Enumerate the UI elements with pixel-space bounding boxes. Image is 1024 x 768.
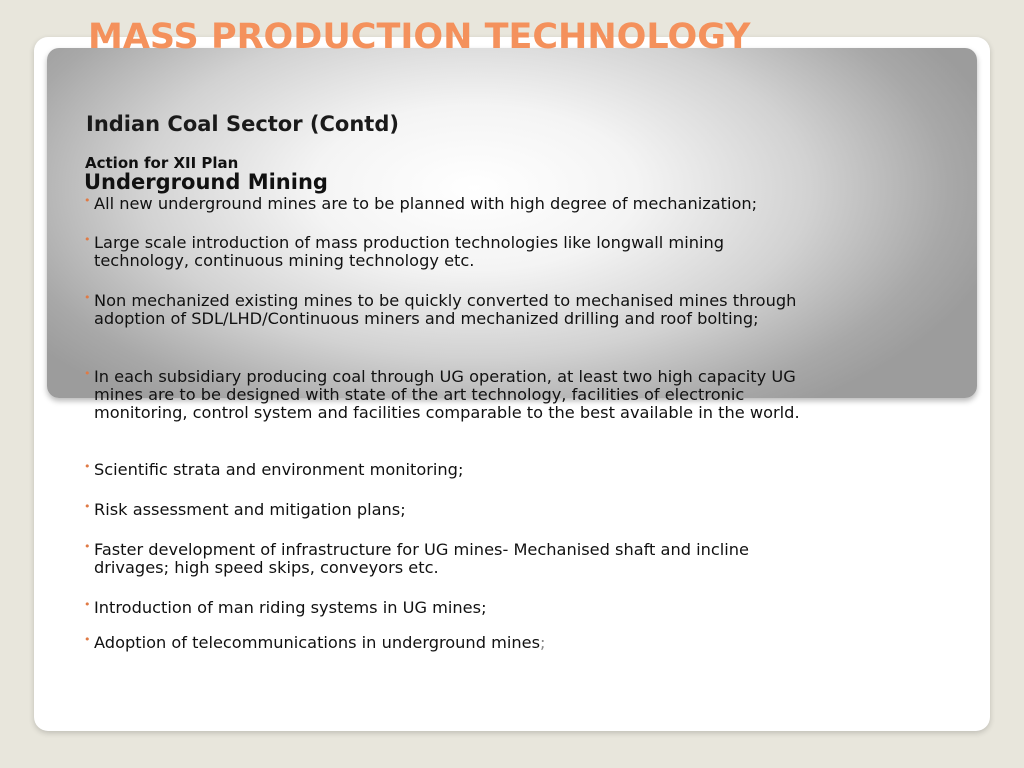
list-item — [84, 234, 824, 270]
header-banner — [47, 48, 977, 398]
list-item — [84, 501, 824, 519]
list-item — [84, 541, 824, 577]
slide-subtitle: Indian Coal Sector (Contd) — [86, 112, 399, 136]
bullet-icon: • — [84, 233, 91, 246]
list-item-text: Large scale introduction of mass production technologies like longwall mining technology, continuous mining technology etc. — [94, 233, 724, 270]
bullet-icon: • — [84, 460, 91, 473]
list-item-text: Risk assessment and mitigation plans; — [94, 500, 406, 519]
list-item-text: Introduction of man riding systems in UG mines; — [94, 598, 487, 617]
slide-title: MASS PRODUCTION TECHNOLOGY — [88, 17, 751, 57]
bullet-icon: • — [84, 291, 91, 304]
list-item-text-main: Adoption of telecommunications in underground mines — [94, 633, 541, 652]
list-item-text — [94, 634, 824, 652]
list-item-text: Scientific strata and environment monitoring; — [94, 460, 464, 479]
list-item — [84, 368, 824, 422]
bullet-icon: • — [84, 633, 91, 646]
bullet-icon: • — [84, 194, 91, 207]
list-item-text: Non mechanized existing mines to be quickly converted to mechanised mines through adoption of SDL/LHD/Continuous miners and mechanized drilling and roof bolting; — [94, 291, 797, 328]
list-item — [84, 461, 824, 479]
list-item-text: All new underground mines are to be planned with high degree of mechanization; — [94, 194, 758, 213]
bullet-icon: • — [84, 500, 91, 513]
list-item — [84, 195, 824, 213]
list-item — [84, 292, 824, 328]
bullet-icon: • — [84, 540, 91, 553]
list-item-text: Faster development of infrastructure for UG mines- Mechanised shaft and incline drivages; high speed skips, conveyors etc. — [94, 540, 750, 577]
list-item — [84, 634, 824, 652]
section-heading: Underground Mining — [84, 170, 328, 194]
bullet-icon: • — [84, 367, 91, 380]
bullet-icon: • — [84, 598, 91, 611]
list-item-text: In each subsidiary producing coal through UG operation, at least two high capacity UG mines are to be designed with state of the art technology, facilities of electronic monitoring, control system and facilities comparable to the best available in the world. — [94, 367, 800, 422]
list-item-suffix: ; — [540, 633, 546, 652]
action-label: Action for XII Plan — [85, 154, 239, 172]
list-item — [84, 599, 824, 617]
